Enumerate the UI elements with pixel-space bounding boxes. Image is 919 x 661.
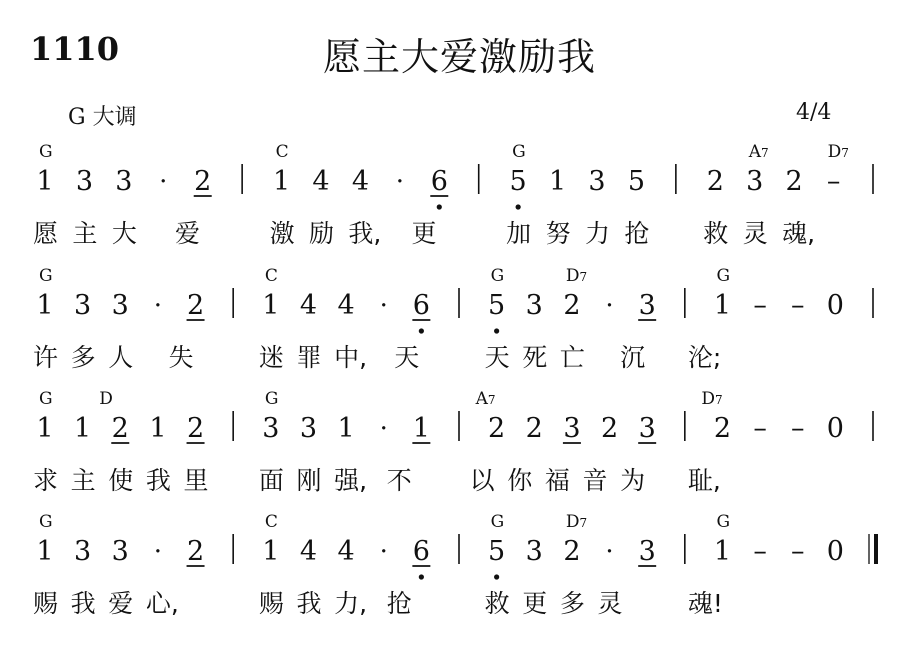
- lyric-syllable: 抢: [386, 589, 412, 618]
- lyric-syllable: 不: [386, 466, 412, 495]
- lyric-syllable: 心,: [145, 589, 179, 618]
- note: 3: [262, 413, 280, 444]
- note: 2: [563, 290, 581, 321]
- lower-octave-dot: [516, 204, 521, 209]
- lyric-syllable: 大: [111, 219, 137, 248]
- lyric-syllable: 我,: [348, 219, 382, 248]
- note: 2: [525, 413, 543, 444]
- lyric-syllable: 主: [72, 219, 98, 248]
- lyric-syllable: 迷: [258, 343, 284, 372]
- lyric-syllable: 刚: [296, 466, 322, 495]
- chord-extension: 7: [760, 146, 769, 160]
- note: 3: [525, 290, 543, 321]
- note: 2: [186, 536, 205, 567]
- note: 1: [713, 290, 732, 321]
- chord-root: G: [39, 389, 53, 409]
- note: 2: [713, 413, 732, 444]
- chord-root: G: [264, 389, 279, 409]
- note: 1: [412, 413, 430, 444]
- lyric-syllable: 加: [506, 219, 532, 248]
- lyric-syllable: 死: [522, 343, 548, 372]
- chord-symbol: [701, 389, 722, 409]
- lyric-syllable: 使: [108, 466, 134, 495]
- chord-symbol: [716, 266, 730, 286]
- chord-root: D: [565, 266, 580, 286]
- note: 2: [186, 290, 205, 321]
- rest: 0: [826, 290, 844, 321]
- lyric-syllable: 更: [522, 589, 548, 618]
- chord-root: G: [39, 266, 53, 286]
- lyric-syllable: 天: [394, 343, 420, 372]
- note: 3: [746, 166, 764, 197]
- note: 6: [412, 536, 430, 567]
- lyric-syllable: 爱: [174, 219, 200, 248]
- note: 1: [149, 413, 167, 444]
- lyric-syllable: 为: [620, 466, 646, 495]
- note: 3: [74, 536, 92, 567]
- note: 2: [785, 166, 803, 197]
- note: 5: [488, 536, 506, 567]
- lyric-syllable: 我: [145, 466, 171, 495]
- chord-root: C: [275, 142, 289, 162]
- note: 4: [312, 166, 330, 197]
- hymn-number: 1110: [30, 30, 120, 68]
- note: 1: [262, 290, 280, 321]
- chord-root: D: [827, 142, 842, 162]
- lyric-syllable: 以: [469, 466, 495, 495]
- chord-symbol: [265, 266, 278, 286]
- lyric-syllable: 沦;: [687, 343, 722, 372]
- lyric-syllable: 亡: [559, 343, 585, 372]
- note: 2: [563, 536, 581, 567]
- note: 5: [509, 166, 527, 197]
- note: 4: [351, 166, 370, 197]
- dot-marker: ·: [395, 167, 404, 197]
- note: 3: [299, 413, 318, 444]
- rest: 0: [826, 413, 844, 444]
- chord-symbol: [276, 142, 289, 162]
- chord-root: G: [716, 266, 731, 286]
- lyric-syllable: 灵: [742, 219, 768, 248]
- note: 2: [186, 413, 205, 444]
- note: 1: [272, 166, 291, 197]
- note: 3: [115, 166, 133, 197]
- note: 3: [75, 166, 94, 197]
- note: 3: [525, 536, 543, 567]
- note: 2: [600, 413, 619, 444]
- chord-symbol: [475, 389, 496, 409]
- chord-root: A: [475, 389, 488, 409]
- lyric-syllable: 多: [559, 589, 585, 618]
- lyric-syllable: 多: [70, 343, 96, 372]
- lyric-syllable: 音: [582, 466, 608, 495]
- lyric-syllable: 失: [168, 343, 194, 372]
- note: 1: [74, 413, 92, 444]
- lyric-syllable: 抢: [624, 219, 650, 248]
- chord-symbol: [748, 142, 769, 162]
- chord-symbol: [566, 266, 587, 286]
- note: 4: [337, 290, 355, 321]
- lyric-syllable: 你: [507, 466, 533, 495]
- note: 1: [36, 536, 54, 567]
- lyric-syllable: 魂,: [782, 219, 816, 248]
- lyric-syllable: 沉: [620, 343, 646, 372]
- dot-marker: ·: [159, 167, 168, 197]
- chord-root: G: [716, 512, 731, 532]
- lyric-syllable: 中,: [334, 343, 368, 372]
- note: 3: [638, 413, 656, 444]
- lower-octave-dot: [419, 574, 424, 579]
- dash-marker: –: [753, 536, 767, 567]
- rest: 0: [826, 536, 844, 567]
- lyric-syllable: 赐: [33, 589, 59, 618]
- lyric-syllable: 力,: [334, 589, 368, 618]
- hymn-title: 愿主大爱激励我: [322, 35, 596, 79]
- note: 3: [111, 290, 129, 321]
- chord-symbol: [828, 142, 849, 162]
- note: 1: [36, 413, 54, 444]
- chord-symbol: [716, 512, 730, 532]
- dash-marker: –: [826, 166, 841, 197]
- lyric-syllable: 救: [484, 589, 510, 618]
- lyric-syllable: 罪: [296, 343, 322, 372]
- note: 1: [548, 166, 567, 197]
- dot-marker: ·: [605, 537, 614, 567]
- lyric-syllable: 人: [108, 343, 134, 372]
- note: 2: [706, 166, 724, 197]
- note: 2: [488, 413, 506, 444]
- key-signature: G 大调: [68, 105, 137, 130]
- note: 1: [36, 290, 54, 321]
- note: 3: [638, 290, 656, 321]
- chord-extension: 7: [579, 270, 588, 284]
- dash-marker: –: [790, 290, 805, 321]
- dot-marker: ·: [379, 537, 388, 567]
- note: 4: [299, 536, 318, 567]
- note: 1: [262, 536, 280, 567]
- chord-root: C: [264, 266, 278, 286]
- lyric-syllable: 我: [296, 589, 322, 618]
- chord-symbol: [491, 512, 505, 532]
- time-signature: 4/4: [796, 100, 832, 125]
- lyric-syllable: 更: [411, 219, 437, 248]
- lyric-syllable: 我: [70, 589, 96, 618]
- dash-marker: –: [753, 290, 767, 321]
- chord-root: G: [39, 512, 53, 532]
- chord-extension: 7: [841, 146, 849, 160]
- chord-root: D: [99, 389, 113, 409]
- lyric-syllable: 救: [703, 219, 729, 248]
- note: 4: [299, 290, 318, 321]
- lyric-syllable: 许: [33, 343, 59, 372]
- dot-marker: ·: [605, 291, 614, 321]
- chord-symbol: [566, 512, 587, 532]
- lyric-syllable: 激: [269, 219, 295, 248]
- lyric-syllable: 天: [484, 343, 510, 372]
- chord-root: G: [512, 142, 526, 162]
- note: 6: [430, 166, 448, 197]
- note: 3: [563, 413, 581, 444]
- chord-root: G: [490, 266, 505, 286]
- chord-symbol: [99, 389, 113, 409]
- chord-extension: 7: [487, 393, 496, 407]
- note: 4: [337, 536, 355, 567]
- chord-symbol: [265, 512, 278, 532]
- chord-root: D: [565, 512, 580, 532]
- note: 3: [74, 290, 92, 321]
- lyric-syllable: 力: [585, 219, 611, 248]
- chord-symbol: [512, 142, 526, 162]
- note: 5: [627, 166, 646, 197]
- dot-marker: ·: [153, 537, 163, 567]
- chord-root: C: [264, 512, 278, 532]
- note: 1: [713, 536, 732, 567]
- chord-root: G: [490, 512, 505, 532]
- dash-marker: –: [753, 413, 767, 444]
- lyric-syllable: 面: [258, 466, 284, 495]
- lyric-syllable: 愿: [33, 219, 59, 248]
- chord-root: A: [748, 142, 761, 162]
- note: 3: [638, 536, 656, 567]
- chord-symbol: [39, 142, 53, 162]
- lyric-syllable: 努: [545, 219, 571, 248]
- chord-extension: 7: [715, 393, 723, 407]
- lyric-syllable: 里: [183, 466, 209, 495]
- lower-octave-dot: [419, 328, 424, 333]
- note: 5: [488, 290, 506, 321]
- final-barline-thick: [874, 534, 878, 564]
- chord-symbol: [265, 389, 279, 409]
- lyric-syllable: 魂!: [687, 589, 723, 618]
- dash-marker: –: [790, 413, 805, 444]
- chord-symbol: [39, 389, 53, 409]
- chord-symbol: [491, 266, 505, 286]
- lower-octave-dot: [437, 204, 442, 209]
- lyric-syllable: 主: [70, 466, 96, 495]
- chord-root: G: [39, 142, 53, 162]
- lower-octave-dot: [494, 328, 499, 333]
- lyric-syllable: 强,: [334, 466, 368, 495]
- lyric-syllable: 励: [309, 219, 335, 248]
- note: 2: [194, 166, 212, 197]
- dot-marker: ·: [379, 414, 388, 444]
- chord-extension: 7: [579, 516, 588, 530]
- lyric-syllable: 耻,: [687, 466, 721, 495]
- note: 1: [337, 413, 355, 444]
- dash-marker: –: [790, 536, 805, 567]
- note: 6: [412, 290, 430, 321]
- note: 3: [111, 536, 129, 567]
- lyric-syllable: 求: [33, 466, 59, 495]
- note: 1: [36, 166, 54, 197]
- note: 3: [588, 166, 606, 197]
- chord-symbol: [39, 266, 53, 286]
- lyric-syllable: 赐: [258, 589, 284, 618]
- lyric-syllable: 爱: [108, 589, 134, 618]
- dot-marker: ·: [153, 291, 163, 321]
- lyric-syllable: 福: [544, 466, 570, 495]
- chord-root: D: [701, 389, 716, 409]
- note: 2: [111, 413, 129, 444]
- lyric-syllable: 灵: [597, 589, 623, 618]
- lower-octave-dot: [494, 574, 499, 579]
- chord-symbol: [39, 512, 53, 532]
- dot-marker: ·: [379, 291, 388, 321]
